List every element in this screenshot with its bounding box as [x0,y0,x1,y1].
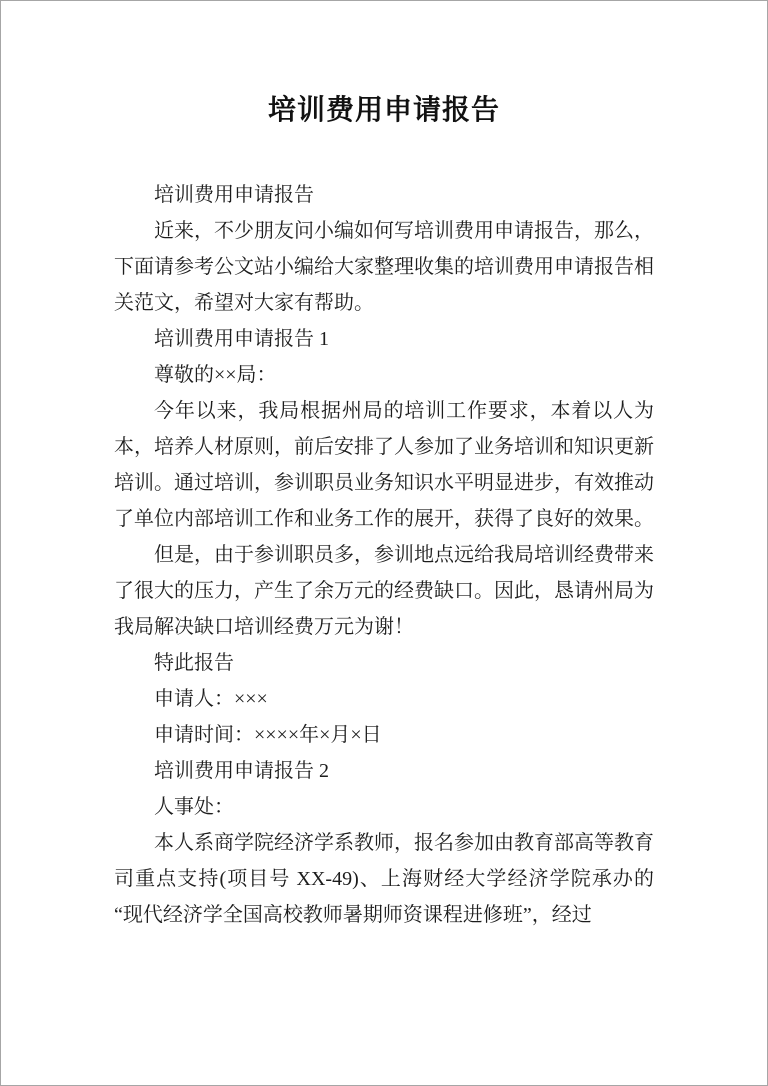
paragraph-salutation-2: 人事处： [154,796,234,818]
paragraph-report1-body-1: 今年以来，我局根据州局的培训工作要求，本着以人为本，培养人材原则，前后安排了人参加了业务培训和知识更新培训。通过培训，参训职员业务知识水平明显进步，有效推动了单位内部培训工作和业务工作的展开，获得了良好的效果。 [114,400,654,530]
paragraph-report1-body-2: 但是，由于参训职员多，参训地点远给我局培训经费带来了很大的压力，产生了余万元的经费缺口。因此，恳请州局为我局解决缺口培训经费万元为谢！ [114,544,654,638]
document-title: 培训费用申请报告 [267,95,500,126]
paragraph-report1-heading: 培训费用申请报告 1 [154,328,329,350]
paragraph-heading-repeat: 培训费用申请报告 [154,184,314,206]
paragraph-applicant: 申请人：××× [154,688,268,710]
paragraph-salutation-1: 尊敬的××局： [154,364,277,386]
paragraph-apply-date: 申请时间：××××年×月×日 [154,724,382,746]
document-body [114,177,654,933]
paragraph-report2-heading: 培训费用申请报告 2 [154,760,329,782]
paragraph-intro: 近来，不少朋友问小编如何写培训费用申请报告，那么，下面请参考公文站小编给大家整理收集的培训费用申请报告相关范文，希望对大家有帮助。 [114,220,654,314]
paragraph-closing: 特此报告 [154,652,234,674]
paragraph-report2-body-1: 本人系商学院经济学系教师，报名参加由教育部高等教育司重点支持(项目号 XX-49)、上海财经大学经济学院承办的“现代经济学全国高校教师暑期师资课程进修班”，经过 [114,832,654,926]
